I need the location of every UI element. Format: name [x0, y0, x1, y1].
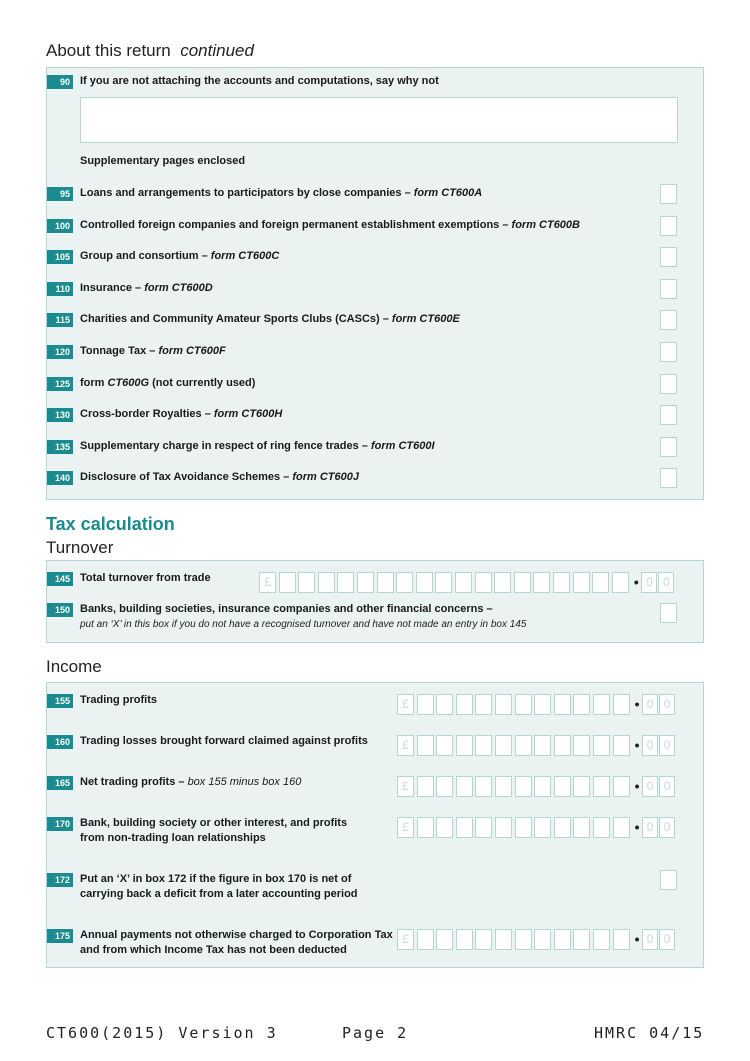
box-number-125: 125: [47, 377, 73, 391]
income-label-175: [80, 928, 393, 958]
box-150-label: Banks, building societies, insurance companies and other financial concerns –: [80, 603, 493, 615]
digit-cell[interactable]: [515, 776, 532, 797]
digit-cell[interactable]: [515, 735, 532, 756]
currency-symbol: £: [397, 694, 414, 715]
digit-cell[interactable]: [534, 694, 551, 715]
digit-cell[interactable]: [475, 735, 492, 756]
digit-cell[interactable]: [377, 572, 394, 593]
supp-checkbox-115[interactable]: [660, 310, 677, 330]
supp-item-text: form: [80, 376, 108, 389]
income-label-155: [80, 693, 157, 708]
supp-item-form: CT600G: [107, 376, 150, 389]
box-number-110: 110: [47, 282, 73, 296]
digit-cell[interactable]: [554, 817, 571, 838]
income-label-170: [80, 816, 347, 846]
section-heading-about: [46, 41, 254, 61]
digit-cell[interactable]: [592, 572, 609, 593]
digit-cell[interactable]: [456, 694, 473, 715]
supplementary-heading: Supplementary pages enclosed: [80, 155, 246, 167]
income-label-line2: carrying back a deficit from a later accounting period: [80, 888, 358, 900]
supp-item-form: form CT600I: [370, 439, 435, 452]
supp-item-form: form CT600H: [213, 408, 283, 421]
supp-item-text: Disclosure of Tax Avoidance Schemes –: [80, 471, 293, 484]
digit-cell[interactable]: [475, 929, 492, 950]
digit-cell[interactable]: [515, 817, 532, 838]
income-label-line1: Trading profits: [80, 694, 157, 706]
digit-cell[interactable]: [593, 817, 610, 838]
digit-cell[interactable]: [456, 817, 473, 838]
box-number-120: 120: [47, 345, 73, 359]
digit-cell[interactable]: [533, 572, 550, 593]
box-number-135: 135: [47, 440, 73, 454]
income-amount-field-155[interactable]: [397, 694, 676, 715]
supp-item-label-125: [80, 376, 255, 391]
currency-symbol: £: [397, 735, 414, 756]
box-number-145: 145: [47, 572, 73, 586]
digit-cell[interactable]: [613, 776, 630, 797]
pence-cell[interactable]: 0: [642, 735, 658, 756]
digit-cell[interactable]: [436, 776, 453, 797]
supp-item-form: form CT600C: [210, 250, 280, 263]
supp-checkbox-140[interactable]: [660, 468, 677, 488]
digit-cell[interactable]: [573, 776, 590, 797]
hmrc-reference: HMRC 04/15: [594, 1024, 705, 1042]
digit-cell[interactable]: [337, 572, 354, 593]
income-amount-field-165[interactable]: [397, 776, 676, 797]
supp-item-label-140: [80, 470, 359, 485]
box-number-100: 100: [47, 219, 73, 233]
currency-symbol: £: [259, 572, 276, 593]
about-heading-suffix: continued: [180, 41, 254, 60]
income-label-line1: Net trading profits –: [80, 776, 188, 788]
income-label-line1: Annual payments not otherwise charged to Corporation Tax: [80, 929, 393, 941]
form-version: CT600(2015) Version 3: [46, 1024, 278, 1042]
digit-cell[interactable]: [573, 735, 590, 756]
income-heading: Income: [46, 657, 102, 676]
supp-item-text: Group and consortium –: [80, 250, 211, 263]
about-panel: [46, 67, 704, 500]
digit-cell[interactable]: [417, 817, 434, 838]
box-150-note: put an ‘X’ in this box if you do not have a recognised turnover and have not made an entry in box 145: [80, 619, 527, 630]
digit-cell[interactable]: [417, 735, 434, 756]
digit-cell[interactable]: [494, 572, 511, 593]
income-label-172: [80, 872, 358, 902]
digit-cell[interactable]: [416, 572, 433, 593]
box-145-label: Total turnover from trade: [80, 572, 211, 584]
digit-cell[interactable]: [475, 572, 492, 593]
supp-item-label-105: [80, 249, 279, 264]
digit-cell[interactable]: [593, 735, 610, 756]
supp-item-form: form CT600A: [413, 187, 483, 199]
income-label-160: [80, 734, 368, 749]
digit-cell[interactable]: [495, 817, 512, 838]
digit-cell[interactable]: [436, 817, 453, 838]
supp-item-label-135: [80, 439, 435, 454]
pence-cell[interactable]: 0: [659, 694, 675, 715]
pence-cell[interactable]: 0: [659, 735, 675, 756]
income-label-formula: box 155 minus box 160: [187, 776, 302, 788]
pence-cell[interactable]: 0: [642, 817, 658, 838]
supp-item-label-115: [80, 312, 460, 327]
pence-cell[interactable]: 0: [659, 776, 675, 797]
digit-cell[interactable]: [554, 735, 571, 756]
supp-item-text: Insurance –: [80, 281, 145, 294]
income-label-165: [80, 775, 301, 790]
digit-cell[interactable]: [357, 572, 374, 593]
digit-cell[interactable]: [396, 572, 413, 593]
box-number-130: 130: [47, 408, 73, 422]
pence-cell[interactable]: 0: [642, 776, 658, 797]
digit-cell[interactable]: [515, 694, 532, 715]
page-number: Page 2: [342, 1024, 409, 1042]
decimal-point: •: [634, 737, 640, 753]
supp-checkbox-135[interactable]: [660, 437, 677, 457]
income-label-line2: from non-trading loan relationships: [80, 832, 266, 844]
digit-cell[interactable]: [573, 572, 590, 593]
digit-cell[interactable]: [417, 929, 434, 950]
decimal-point: •: [634, 931, 640, 947]
turnover-panel: [46, 560, 704, 643]
digit-cell[interactable]: [436, 735, 453, 756]
digit-cell[interactable]: [455, 572, 472, 593]
digit-cell[interactable]: [495, 735, 512, 756]
box-number-140: 140: [47, 471, 73, 485]
digit-cell[interactable]: [435, 572, 452, 593]
digit-cell[interactable]: [475, 817, 492, 838]
digit-cell[interactable]: [514, 572, 531, 593]
supp-item-text: Charities and Community Amateur Sports Clubs (CASCs) –: [80, 313, 392, 326]
box-number-115: 115: [47, 313, 73, 327]
digit-cell[interactable]: [613, 694, 630, 715]
income-amount-field-160[interactable]: [397, 735, 676, 756]
supp-item-text: Tonnage Tax –: [80, 345, 159, 357]
digit-cell[interactable]: [456, 735, 473, 756]
supp-checkbox-120[interactable]: [660, 342, 677, 362]
pence-cell[interactable]: 0: [659, 817, 675, 838]
digit-cell[interactable]: [593, 776, 610, 797]
digit-cell[interactable]: [279, 572, 296, 593]
no-recognised-turnover-checkbox[interactable]: [660, 603, 677, 623]
digit-cell[interactable]: [417, 694, 434, 715]
digit-cell[interactable]: [417, 776, 434, 797]
digit-cell[interactable]: [495, 694, 512, 715]
supp-checkbox-125[interactable]: [660, 374, 677, 394]
digit-cell[interactable]: [318, 572, 335, 593]
decimal-point: •: [634, 778, 640, 794]
income-label-line1: Trading losses brought forward claimed against profits: [80, 735, 368, 747]
supp-checkbox-95[interactable]: [660, 184, 677, 204]
supp-item-text: Cross-border Royalties –: [80, 408, 214, 421]
supp-item-label-120: [80, 344, 226, 359]
digit-cell[interactable]: [534, 817, 551, 838]
digit-cell[interactable]: [553, 572, 570, 593]
digit-cell[interactable]: [593, 929, 610, 950]
supp-item-text: Loans and arrangements to participators by close companies –: [80, 187, 414, 199]
digit-cell[interactable]: [436, 694, 453, 715]
digit-cell[interactable]: [554, 776, 571, 797]
supp-checkbox-130[interactable]: [660, 405, 677, 425]
box-number-155: 155: [47, 694, 73, 708]
supp-item-form: form CT600D: [144, 281, 213, 294]
pence-cell[interactable]: 0: [659, 929, 675, 950]
box-number-170: 170: [47, 817, 73, 831]
supp-item-label-95: [80, 186, 482, 201]
digit-cell[interactable]: [436, 929, 453, 950]
digit-cell[interactable]: [475, 694, 492, 715]
supp-item-form: form CT600J: [292, 471, 359, 484]
turnover-amount-field[interactable]: [259, 572, 675, 593]
digit-cell[interactable]: [613, 929, 630, 950]
about-heading: About this return: [46, 41, 171, 60]
turnover-heading: Turnover: [46, 538, 114, 557]
digit-cell[interactable]: [456, 776, 473, 797]
supp-checkbox-110[interactable]: [660, 279, 677, 299]
income-label-line1: Put an ‘X’ in box 172 if the figure in box 170 is net of: [80, 873, 352, 885]
digit-cell[interactable]: [573, 929, 590, 950]
digit-cell[interactable]: [573, 694, 590, 715]
supp-checkbox-105[interactable]: [660, 247, 677, 267]
currency-symbol: £: [397, 776, 414, 797]
digit-cell[interactable]: [534, 929, 551, 950]
box-number-160: 160: [47, 735, 73, 749]
pence-cell[interactable]: 0: [641, 572, 657, 593]
supp-checkbox-100[interactable]: [660, 216, 677, 236]
box-number-105: 105: [47, 250, 73, 264]
box-number-90: 90: [47, 75, 73, 89]
decimal-point: •: [634, 819, 640, 835]
supp-item-text: Controlled foreign companies and foreign permanent establishment exemptions –: [80, 218, 512, 231]
currency-symbol: £: [397, 929, 414, 950]
supp-item-text: Supplementary charge in respect of ring fence trades –: [80, 439, 371, 452]
digit-cell[interactable]: [534, 776, 551, 797]
pence-cell[interactable]: 0: [642, 929, 658, 950]
box-number-150: 150: [47, 603, 73, 617]
digit-cell[interactable]: [593, 694, 610, 715]
digit-cell[interactable]: [495, 776, 512, 797]
digit-cell[interactable]: [475, 776, 492, 797]
income-amount-field-170[interactable]: [397, 817, 676, 838]
supp-item-form: form CT600F: [158, 345, 226, 357]
digit-cell[interactable]: [612, 572, 629, 593]
decimal-point: •: [633, 574, 639, 590]
reason-not-attaching-field[interactable]: [80, 97, 678, 143]
digit-cell[interactable]: [534, 735, 551, 756]
supp-item-label-100: [80, 218, 580, 233]
currency-symbol: £: [397, 817, 414, 838]
supp-item-note: (not currently used): [149, 376, 256, 389]
digit-cell[interactable]: [554, 694, 571, 715]
decimal-point: •: [634, 696, 640, 712]
digit-cell[interactable]: [573, 817, 590, 838]
digit-cell[interactable]: [298, 572, 315, 593]
income-checkbox-172[interactable]: [660, 870, 677, 890]
income-label-line1: Bank, building society or other interest, and profits: [80, 817, 348, 829]
pence-cell[interactable]: 0: [658, 572, 674, 593]
tax-calculation-heading: Tax calculation: [46, 514, 175, 534]
box-number-172: 172: [47, 873, 73, 887]
digit-cell[interactable]: [613, 817, 630, 838]
digit-cell[interactable]: [495, 929, 512, 950]
digit-cell[interactable]: [456, 929, 473, 950]
supp-item-form: form CT600B: [511, 218, 580, 231]
supp-item-form: form CT600E: [391, 313, 460, 326]
digit-cell[interactable]: [554, 929, 571, 950]
box-number-95: 95: [47, 187, 73, 201]
income-panel: [46, 682, 704, 968]
box-90-label: If you are not attaching the accounts and computations, say why not: [80, 75, 439, 87]
supp-item-label-130: [80, 407, 282, 422]
box-number-165: 165: [47, 776, 73, 790]
digit-cell[interactable]: [613, 735, 630, 756]
supp-item-label-110: [80, 281, 213, 296]
pence-cell[interactable]: 0: [642, 694, 658, 715]
digit-cell[interactable]: [515, 929, 532, 950]
box-number-175: 175: [47, 929, 73, 943]
income-amount-field-175[interactable]: [397, 929, 676, 950]
income-label-line2: and from which Income Tax has not been deducted: [80, 944, 347, 956]
